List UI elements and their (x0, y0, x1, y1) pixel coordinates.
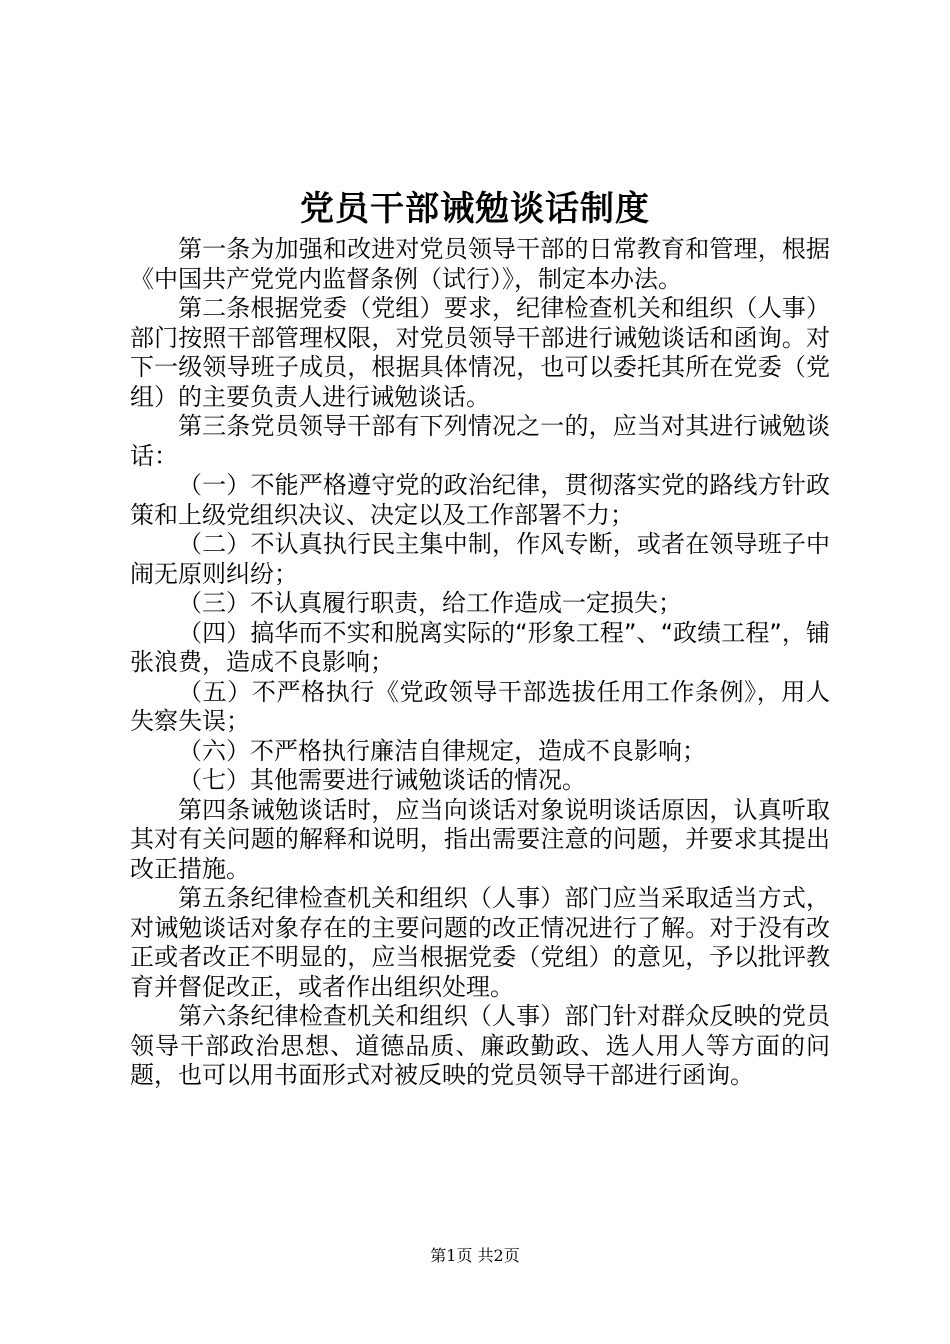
list-item-2: （二）不认真执行民主集中制，作风专断，或者在领导班子中闹无原则纠纷； (130, 530, 830, 588)
list-item-6: （六）不严格执行廉洁自律规定，造成不良影响； (178, 736, 706, 765)
article-5: 第五条纪律检查机关和组织（人事）部门应当采取适当方式，对诫勉谈话对象存在的主要问题的改正情况进行了解。对于没有改正或者改正不明显的，应当根据党委（党组）的意见，予以批评教育并督促改正，或者作出组织处理。 (130, 884, 830, 1001)
article-6: 第六条纪律检查机关和组织（人事）部门针对群众反映的党员领导干部政治思想、道德品质、廉政勤政、选人用人等方面的问题，也可以用书面形式对被反映的党员领导干部进行函询。 (130, 1002, 830, 1089)
list-item-1: （一）不能严格遵守党的政治纪律，贯彻落实党的路线方针政策和上级党组织决议、决定以及工作部署不力； (130, 471, 830, 529)
article-1: 第一条为加强和改进对党员领导干部的日常教育和管理，根据《中国共产党党内监督条例（试行）》，制定本办法。 (130, 235, 830, 293)
article-4: 第四条诫勉谈话时，应当向谈话对象说明谈话原因，认真听取其对有关问题的解释和说明，指出需要注意的问题，并要求其提出改正措施。 (130, 795, 830, 883)
page-number-footer: 第1页 共2页 (430, 1246, 520, 1265)
list-item-7: （七）其他需要进行诫勉谈话的情况。 (178, 766, 586, 794)
list-item-3: （三）不认真履行职责，给工作造成一定损失； (178, 589, 682, 617)
list-item-5: （五）不严格执行《党政领导干部选拔任用工作条例》，用人失察失误； (130, 677, 830, 735)
document-body (130, 235, 830, 1091)
document-title: 党员干部诫勉谈话制度 (300, 189, 650, 229)
list-item-4: （四）搞华而不实和脱离实际的“形象工程”、“政绩工程”，铺张浪费，造成不良影响； (130, 618, 830, 676)
article-2: 第二条根据党委（党组）要求，纪律检查机关和组织（人事）部门按照干部管理权限，对党员领导干部进行诫勉谈话和函询。对下一级领导班子成员，根据具体情况，也可以委托其所在党委（党组）的主要负责人进行诫勉谈话。 (130, 294, 830, 411)
article-3: 第三条党员领导干部有下列情况之一的，应当对其进行诫勉谈话： (130, 412, 830, 470)
